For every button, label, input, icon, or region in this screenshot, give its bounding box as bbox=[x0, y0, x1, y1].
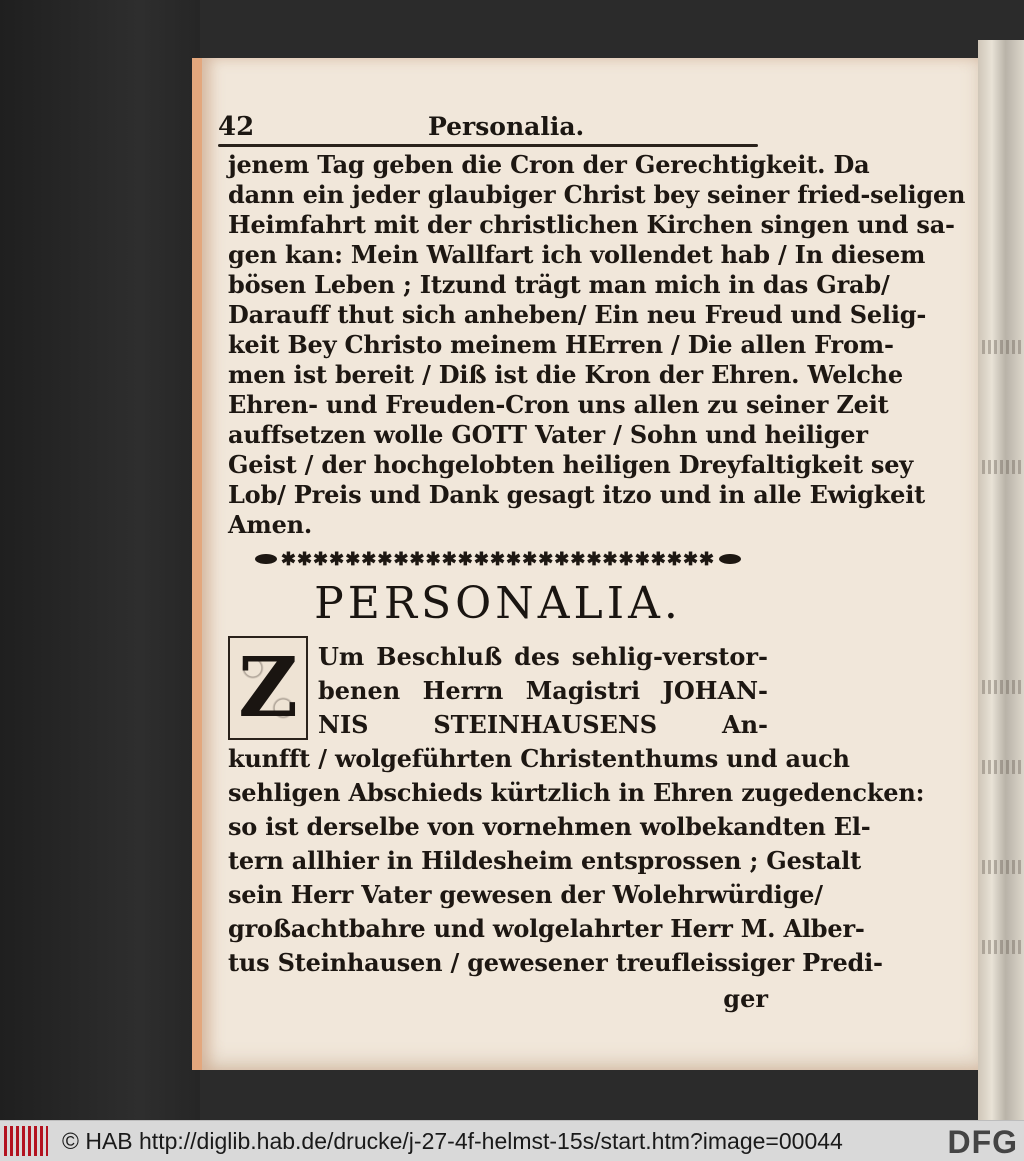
header-rule bbox=[218, 144, 758, 147]
text-line: kunfft / wolgeführten Christenthums und auch bbox=[228, 744, 850, 773]
text-line: men ist bereit / Diß ist die Kron der Ehren. Welche bbox=[228, 360, 903, 389]
ghost-text bbox=[982, 860, 1022, 874]
running-title: Personalia. bbox=[428, 112, 585, 141]
text-line: großachtbahre und wolgelahrter Herr M. Alber- bbox=[228, 914, 865, 943]
copyright-link[interactable]: © HAB http://diglib.hab.de/drucke/j-27-4f-helmst-15s/start.htm?image=00044 bbox=[62, 1127, 843, 1154]
text-line: gen kan: Mein Wallfart ich vollendet hab / In diesem bbox=[228, 240, 926, 269]
barcode-icon bbox=[4, 1126, 48, 1156]
decorated-initial: Z bbox=[228, 636, 308, 740]
section-title: PERSONALIA. bbox=[314, 578, 682, 629]
dfg-logo[interactable]: DFG bbox=[947, 1124, 1018, 1160]
text-line: Geist / der hochgelobten heiligen Dreyfaltigkeit sey bbox=[228, 450, 914, 479]
ghost-text bbox=[982, 340, 1022, 354]
text-line: benen Herrn Magistri JOHAN- bbox=[318, 676, 768, 705]
text-line: NIS STEINHAUSENS An- bbox=[318, 710, 768, 739]
text-line: Darauff thut sich anheben/ Ein neu Freud und Selig- bbox=[228, 300, 927, 329]
ornament-cap-right bbox=[719, 554, 741, 564]
text-line: tus Steinhausen / gewesener treufleissiger Predi- bbox=[228, 948, 883, 977]
ghost-text bbox=[982, 460, 1022, 474]
text-line: so ist derselbe von vornehmen wolbekandten El- bbox=[228, 812, 871, 841]
text-line: keit Bey Christo meinem HErren / Die allen From- bbox=[228, 330, 894, 359]
ghost-text bbox=[982, 680, 1022, 694]
text-line: dann ein jeder glaubiger Christ bey seiner fried-seligen bbox=[228, 180, 966, 209]
text-line: tern allhier in Hildesheim entsprossen ; Gestalt bbox=[228, 846, 861, 875]
scan-background-left bbox=[0, 0, 200, 1120]
ornamental-rule bbox=[228, 546, 768, 572]
text-line: sehligen Abschieds kürtzlich in Ehren zugedencken: bbox=[228, 778, 925, 807]
text-line: jenem Tag geben die Cron der Gerechtigkeit. Da bbox=[228, 150, 870, 179]
text-line: sein Herr Vater gewesen der Wolehrwürdige/ bbox=[228, 880, 823, 909]
text-line: Amen. bbox=[228, 510, 313, 539]
text-line: Lob/ Preis und Dank gesagt itzo und in alle Ewigkeit bbox=[228, 480, 926, 509]
page-number: 42 bbox=[218, 112, 255, 142]
text-line: bösen Leben ; Itzund trägt man mich in das Grab/ bbox=[228, 270, 890, 299]
text-line: auffsetzen wolle GOTT Vater / Sohn und heiliger bbox=[228, 420, 868, 449]
page-header bbox=[218, 112, 758, 152]
footer-bar bbox=[0, 1120, 1024, 1161]
text-line: Ehren- und Freuden-Cron uns allen zu seiner Zeit bbox=[228, 390, 889, 419]
ghost-text bbox=[982, 760, 1022, 774]
text-line: Um Beschluß des sehlig-verstor- bbox=[318, 642, 768, 671]
text-line: Heimfahrt mit der christlichen Kirchen singen und sa- bbox=[228, 210, 955, 239]
next-page-edge bbox=[978, 40, 1024, 1120]
ghost-text bbox=[982, 940, 1022, 954]
ornament-cap-left bbox=[255, 554, 277, 564]
catchword: ger bbox=[723, 984, 768, 1013]
ornament-stars: ✱✱✱✱✱✱✱✱✱✱✱✱✱✱✱✱✱✱✱✱✱✱✱✱✱✱✱ bbox=[280, 548, 716, 570]
